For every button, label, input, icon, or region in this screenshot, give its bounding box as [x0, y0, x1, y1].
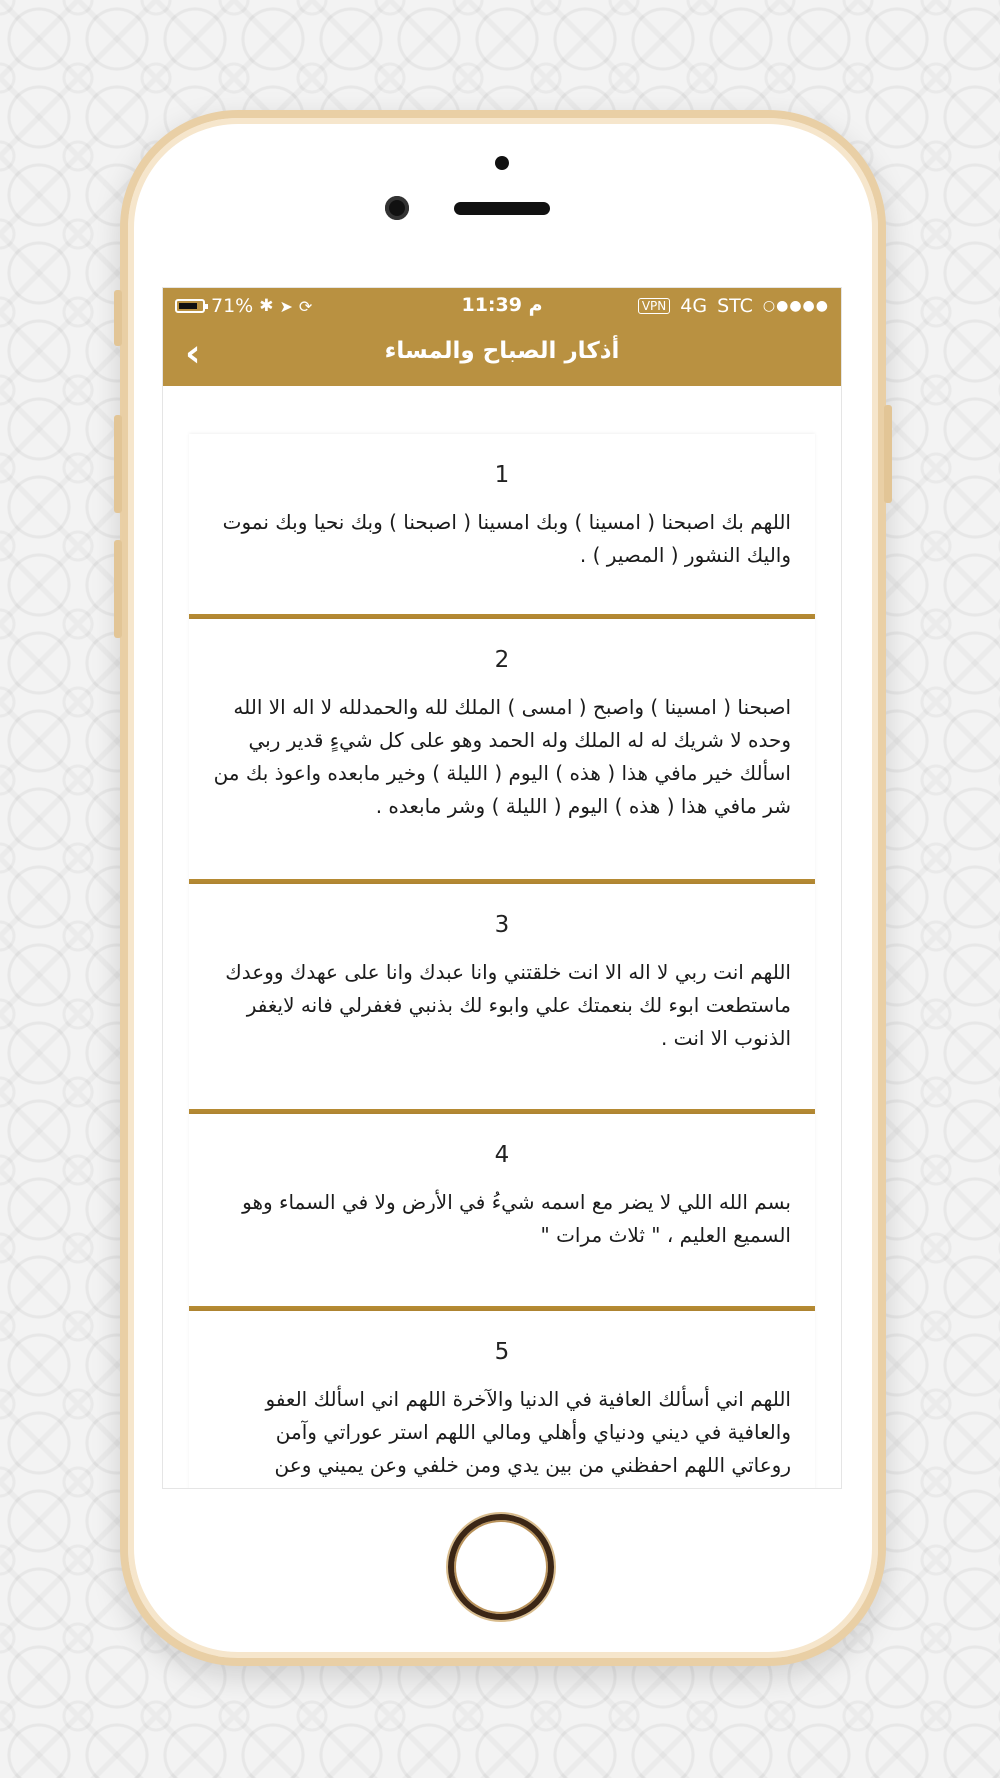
chevron-left-icon[interactable]: ‹ [185, 331, 201, 375]
page-title: أذكار الصباح والمساء [384, 338, 620, 364]
item-number: 5 [494, 1339, 510, 1365]
item-number: 4 [494, 1142, 510, 1168]
carrier-name: STC [717, 295, 753, 317]
power-button [884, 405, 892, 503]
rotation-lock-icon: ⟳ [298, 296, 313, 316]
list-item [189, 434, 815, 619]
status-right [638, 295, 829, 317]
front-camera [385, 196, 409, 220]
volume-up-button [114, 415, 122, 513]
vpn-badge: VPN [638, 298, 670, 314]
status-bar [163, 288, 841, 324]
navigation-bar [163, 324, 841, 386]
list-item [189, 619, 815, 884]
item-text: بسم الله اللي لا يضر مع اسمه شيءُ في الأرض ولا في السماء وهو السميع العليم ، " ثلاث مرات " [242, 1190, 791, 1247]
location-arrow-icon: ➤ [279, 296, 293, 316]
azkar-list[interactable] [189, 434, 815, 1488]
list-item [189, 1114, 815, 1311]
status-time: 11:39 م [461, 294, 543, 316]
item-text: اللهم بك اصبحنا ( امسينا ) وبك امسينا ( اصبحنا ) وبك نحيا وبك نموت واليك النشور ( المصير ) . [222, 510, 791, 567]
volume-down-button [114, 540, 122, 638]
item-text: اللهم انت ربي لا اله الا انت خلقتني وانا عبدك وانا على عهدك ووعدك ماستطعت ابوء لك بنعمتك علي وابوء لك بذنبي فغفرلي فانه لايغفر الذنوب الا انت . [225, 960, 791, 1050]
item-text: اللهم اني أسألك العافية في الدنيا والآخرة اللهم اني اسألك العفو والعافية في ديني ودنياي وأهلي ومالي اللهم استر عوراتي وآمن روعاتي اللهم احفظني من بين يدي ومن خلفي وعن يميني وعن [265, 1387, 791, 1477]
item-text: اصبحنا ( امسينا ) واصبح ( امسى ) الملك لله والحمدلله لا اله الا الله وحده لا شريك له له الملك وله الحمد وهو على كل شيءٍ قدير ربي اسألك خير مافي هذا ( هذه ) اليوم ( الليلة ) وخير مابعده واعوذ بك من شر مافي هذا ( هذه ) اليوم ( الليلة ) وشر مابعده . [213, 695, 791, 818]
mute-switch [114, 290, 122, 346]
item-number: 1 [494, 462, 510, 488]
item-number: 3 [494, 912, 510, 938]
home-button[interactable] [448, 1514, 554, 1620]
earpiece-speaker [454, 202, 550, 215]
bluetooth-icon: ✱ [259, 296, 274, 316]
list-item [189, 884, 815, 1114]
battery-percent: 71% [211, 295, 254, 317]
signal-strength-icon: ○●●●● [762, 298, 829, 314]
network-type: 4G [680, 295, 708, 317]
app-screen [163, 288, 841, 1488]
proximity-sensor [495, 156, 509, 170]
item-number: 2 [494, 647, 510, 673]
list-item [189, 1311, 815, 1488]
